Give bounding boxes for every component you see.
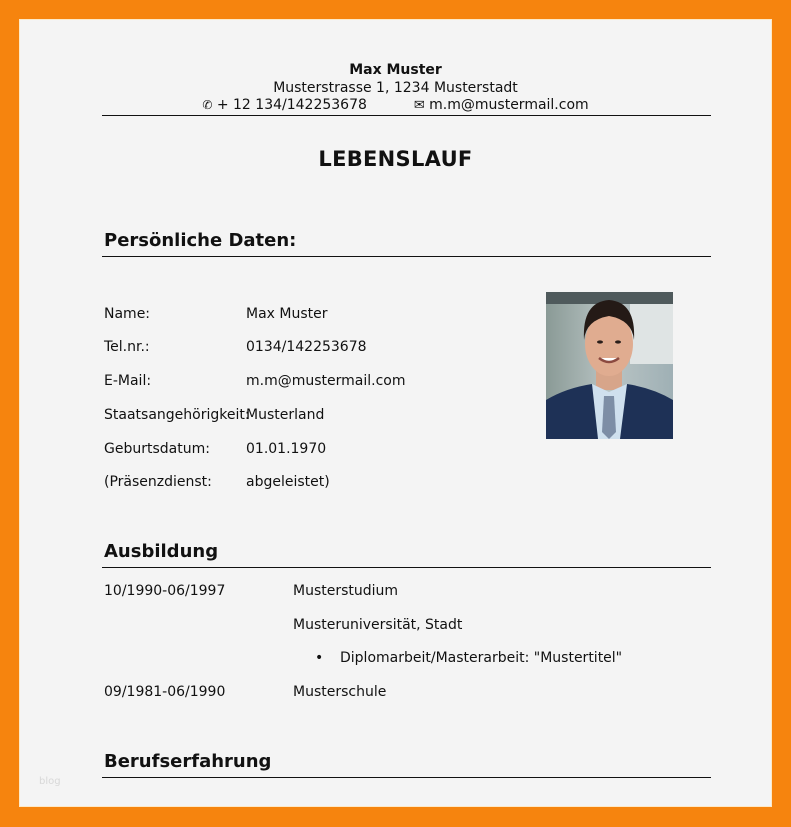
portrait-photo: [546, 292, 673, 439]
phone-icon: ✆: [202, 98, 213, 112]
value-name: Max Muster: [246, 306, 328, 322]
value-service: abgeleistet): [246, 474, 330, 490]
header-phone: + 12 134/142253678: [216, 97, 367, 113]
education-institution: Musteruniversität, Stadt: [293, 617, 463, 633]
education-period: 10/1990-06/1997: [104, 583, 226, 599]
section-heading-education: Ausbildung: [104, 541, 219, 562]
header-name: Max Muster: [349, 62, 442, 78]
label-service: (Präsenzdienst:: [104, 474, 212, 490]
education-thesis: Diplomarbeit/Masterarbeit: "Mustertitel": [340, 650, 623, 666]
watermark: blog: [39, 776, 61, 787]
label-birthdate: Geburtsdatum:: [104, 441, 210, 457]
education-title: Musterschule: [293, 684, 387, 700]
section-heading-experience: Berufserfahrung: [104, 751, 272, 772]
section-heading-personal: Persönliche Daten:: [104, 230, 297, 251]
section-divider: [102, 256, 711, 257]
resume-page: [19, 19, 772, 807]
page-title: LEBENSLAUF: [318, 147, 473, 171]
label-name: Name:: [104, 306, 151, 322]
education-title: Musterstudium: [293, 583, 399, 599]
header-contact: [19, 97, 772, 113]
header-divider: [102, 115, 711, 116]
education-period: 09/1981-06/1990: [104, 684, 226, 700]
value-email[interactable]: m.m@mustermail.com: [246, 373, 406, 389]
value-nationality: Musterland: [246, 407, 325, 423]
header-address: Musterstrasse 1, 1234 Musterstadt: [273, 80, 518, 96]
label-nationality: Staatsangehörigkeit:: [104, 407, 250, 423]
section-divider: [102, 567, 711, 568]
envelope-icon: ✉: [413, 98, 425, 113]
value-birthdate: 01.01.1970: [246, 441, 327, 457]
bullet-icon: •: [315, 650, 324, 666]
value-phone: 0134/142253678: [246, 339, 367, 355]
header-email[interactable]: m.m@mustermail.com: [429, 97, 589, 113]
label-phone: Tel.nr.:: [104, 339, 150, 355]
section-divider: [102, 777, 711, 778]
label-email: E-Mail:: [104, 373, 152, 389]
